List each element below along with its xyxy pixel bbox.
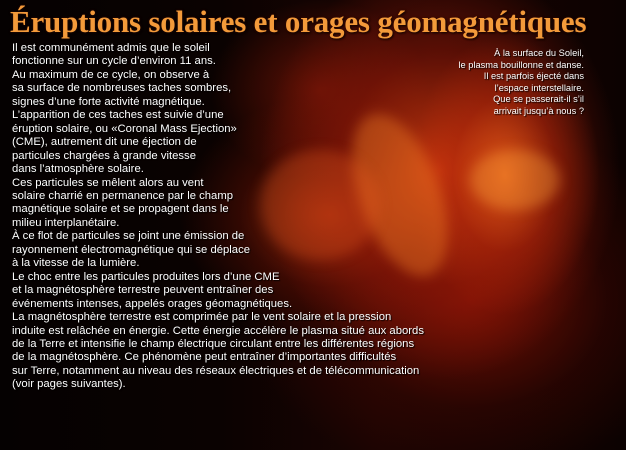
body-line: Ces particules se mêlent alors au vent	[12, 176, 204, 189]
article-body	[12, 42, 462, 392]
body-line: Au maximum de ce cycle, on observe à	[12, 68, 210, 81]
body-line: La magnétosphère terrestre est comprimée par le vent solaire et la pression	[12, 311, 392, 324]
body-line: sur Terre, notamment au niveau des réseaux électriques et de télécommunication	[12, 364, 420, 377]
body-line: signes d’une forte activité magnétique.	[12, 95, 205, 108]
body-line: fonctionne sur un cycle d’environ 11 ans.	[12, 55, 216, 68]
caption-line: À la surface du Soleil,	[494, 48, 584, 58]
body-line: et la magnétosphère terrestre peuvent entraîner des	[12, 284, 274, 297]
body-line: éruption solaire, ou «Coronal Mass Ejection»	[12, 122, 237, 135]
body-line: (voir pages suivantes).	[12, 378, 126, 391]
body-line: de la magnétosphère. Ce phénomène peut entraîner d’importantes difficultés	[12, 351, 397, 364]
caption-line: le plasma bouillonne et danse.	[458, 59, 584, 70]
body-line: rayonnement électromagnétique qui se déplace	[12, 243, 251, 256]
body-line: (CME), autrement dit une éjection de	[12, 136, 197, 149]
article-title: Éruptions solaires et orages géomagnétiques	[10, 4, 587, 39]
body-line: L’apparition de ces taches est suivie d’une	[12, 109, 224, 122]
body-line: à la vitesse de la lumière.	[12, 257, 140, 270]
body-line: À ce flot de particules se joint une émission de	[12, 230, 245, 243]
body-line: de la Terre et intensifie le champ électrique circulant entre les différentes régions	[12, 337, 415, 350]
body-line: particules chargées à grande vitesse	[12, 149, 196, 162]
caption-line: Que se passerait-il s’il	[493, 94, 584, 105]
body-line: Le choc entre les particules produites lors d’une CME	[12, 270, 280, 283]
body-line: induite est relâchée en énergie. Cette énergie accélère le plasma situé aux abords	[12, 324, 424, 337]
body-line: magnétique solaire et se propagent dans le	[12, 203, 229, 216]
body-line: milieu interplanétaire.	[12, 216, 120, 229]
caption-line: arrivait jusqu’à nous ?	[493, 105, 584, 116]
solar-plasma-glow	[470, 150, 560, 210]
body-line: dans l’atmosphère solaire.	[12, 163, 144, 176]
body-line: sa surface de nombreuses taches sombres,	[12, 82, 232, 95]
body-line: solaire charrié en permanence par le champ	[12, 189, 234, 202]
body-line: Il est communément admis que le soleil	[12, 42, 210, 54]
caption-line: l’espace interstellaire.	[494, 82, 584, 93]
body-line: événements intenses, appelés orages géomagnétiques.	[12, 297, 293, 310]
caption-line: Il est parfois éjecté dans	[483, 71, 584, 82]
